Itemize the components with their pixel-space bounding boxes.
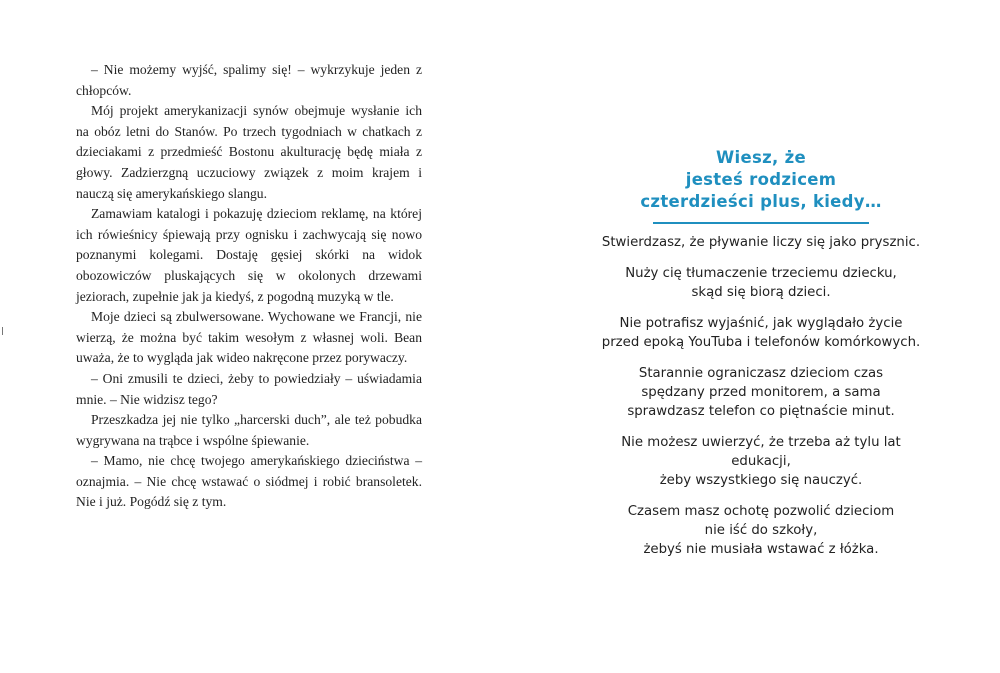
item-line: Nie możesz uwierzyć, że trzeba aż tylu lat edukacji,	[621, 435, 901, 469]
item-line: Czasem masz ochotę pozwolić dzieciom	[627, 504, 895, 519]
paragraph: – Oni zmusili te dzieci, żeby to powiedziały – uświadamia mnie. – Nie widzisz tego?	[76, 370, 422, 407]
paragraph: Mój projekt amerykanizacji synów obejmuje wysłanie ich na obóz letni do Stanów. Po trzech tygodniach w chatkach z dzieciakami z przedmieść Bostonu akulturację będę miała z głowy. Zadzierzgną uczuciowy związek z moim krajem i nauczą się amerykańskiego slangu.	[76, 103, 422, 201]
item-line: przed epoką YouTuba i telefonów komórkowych.	[601, 335, 921, 350]
list-item	[596, 314, 926, 352]
paragraph: – Nie możemy wyjść, spalimy się! – wykrzykuje jeden z chłopców.	[76, 62, 422, 98]
list-item	[596, 264, 926, 302]
item-line: Nuży cię tłumaczenie trzeciemu dziecku,	[625, 266, 897, 281]
item-line: żebyś nie musiała wstawać z łóżka.	[643, 542, 879, 557]
list-item	[596, 502, 926, 559]
left-page-text	[76, 60, 422, 513]
sidebar-box	[596, 147, 926, 571]
item-line: sprawdzasz telefon co piętnaście minut.	[627, 404, 895, 419]
paragraph: Zamawiam katalogi i pokazuję dzieciom reklamę, na której ich rówieśnicy śpiewają przy ognisku i zachwycają się nowo poznanymi kolegami. Dostaję gęsiej skórki na widok obozowiczów pluskających się w okolonych drzewami jeziorach, zupełnie jak ja kiedyś, z pogodną muzyką w tle.	[76, 206, 422, 304]
paragraph: Przeszkadza jej nie tylko „harcerski duch”, ale też pobudka wygrywana na trąbce i wspólne śpiewanie.	[76, 412, 422, 448]
list-item	[596, 233, 926, 252]
box-title-line: jesteś rodzicem	[685, 170, 837, 189]
item-line: Stwierdzasz, że pływanie liczy się jako prysznic.	[601, 235, 921, 250]
list-item	[596, 433, 926, 490]
item-line: nie iść do szkoły,	[704, 523, 818, 538]
paragraph: – Mamo, nie chcę twojego amerykańskiego dzieciństwa – oznajmia. – Nie chcę wstawać o siódmej i robić bransoletek. Nie i już. Pogódź się z tym.	[76, 453, 422, 510]
list-item	[596, 364, 926, 421]
item-line: skąd się biorą dzieci.	[691, 285, 831, 300]
box-title-line: Wiesz, że	[716, 148, 806, 167]
item-line: Starannie ograniczasz dzieciom czas	[638, 366, 884, 381]
box-title-line: czterdzieści plus, kiedy…	[640, 192, 882, 211]
box-title	[596, 147, 926, 213]
item-line: spędzany przed monitorem, a sama	[641, 385, 881, 400]
item-line: Nie potrafisz wyjaśnić, jak wyglądało życie	[619, 316, 903, 331]
title-divider	[653, 222, 869, 224]
paragraph: Moje dzieci są zbulwersowane. Wychowane we Francji, nie wierzą, że można być takim wesołym z własnej woli. Bean uważa, że to wygląda jak wideo nakręcone przez porywaczy.	[76, 309, 422, 366]
item-line: żeby wszystkiego się nauczyć.	[659, 473, 863, 488]
crop-mark	[2, 327, 6, 335]
